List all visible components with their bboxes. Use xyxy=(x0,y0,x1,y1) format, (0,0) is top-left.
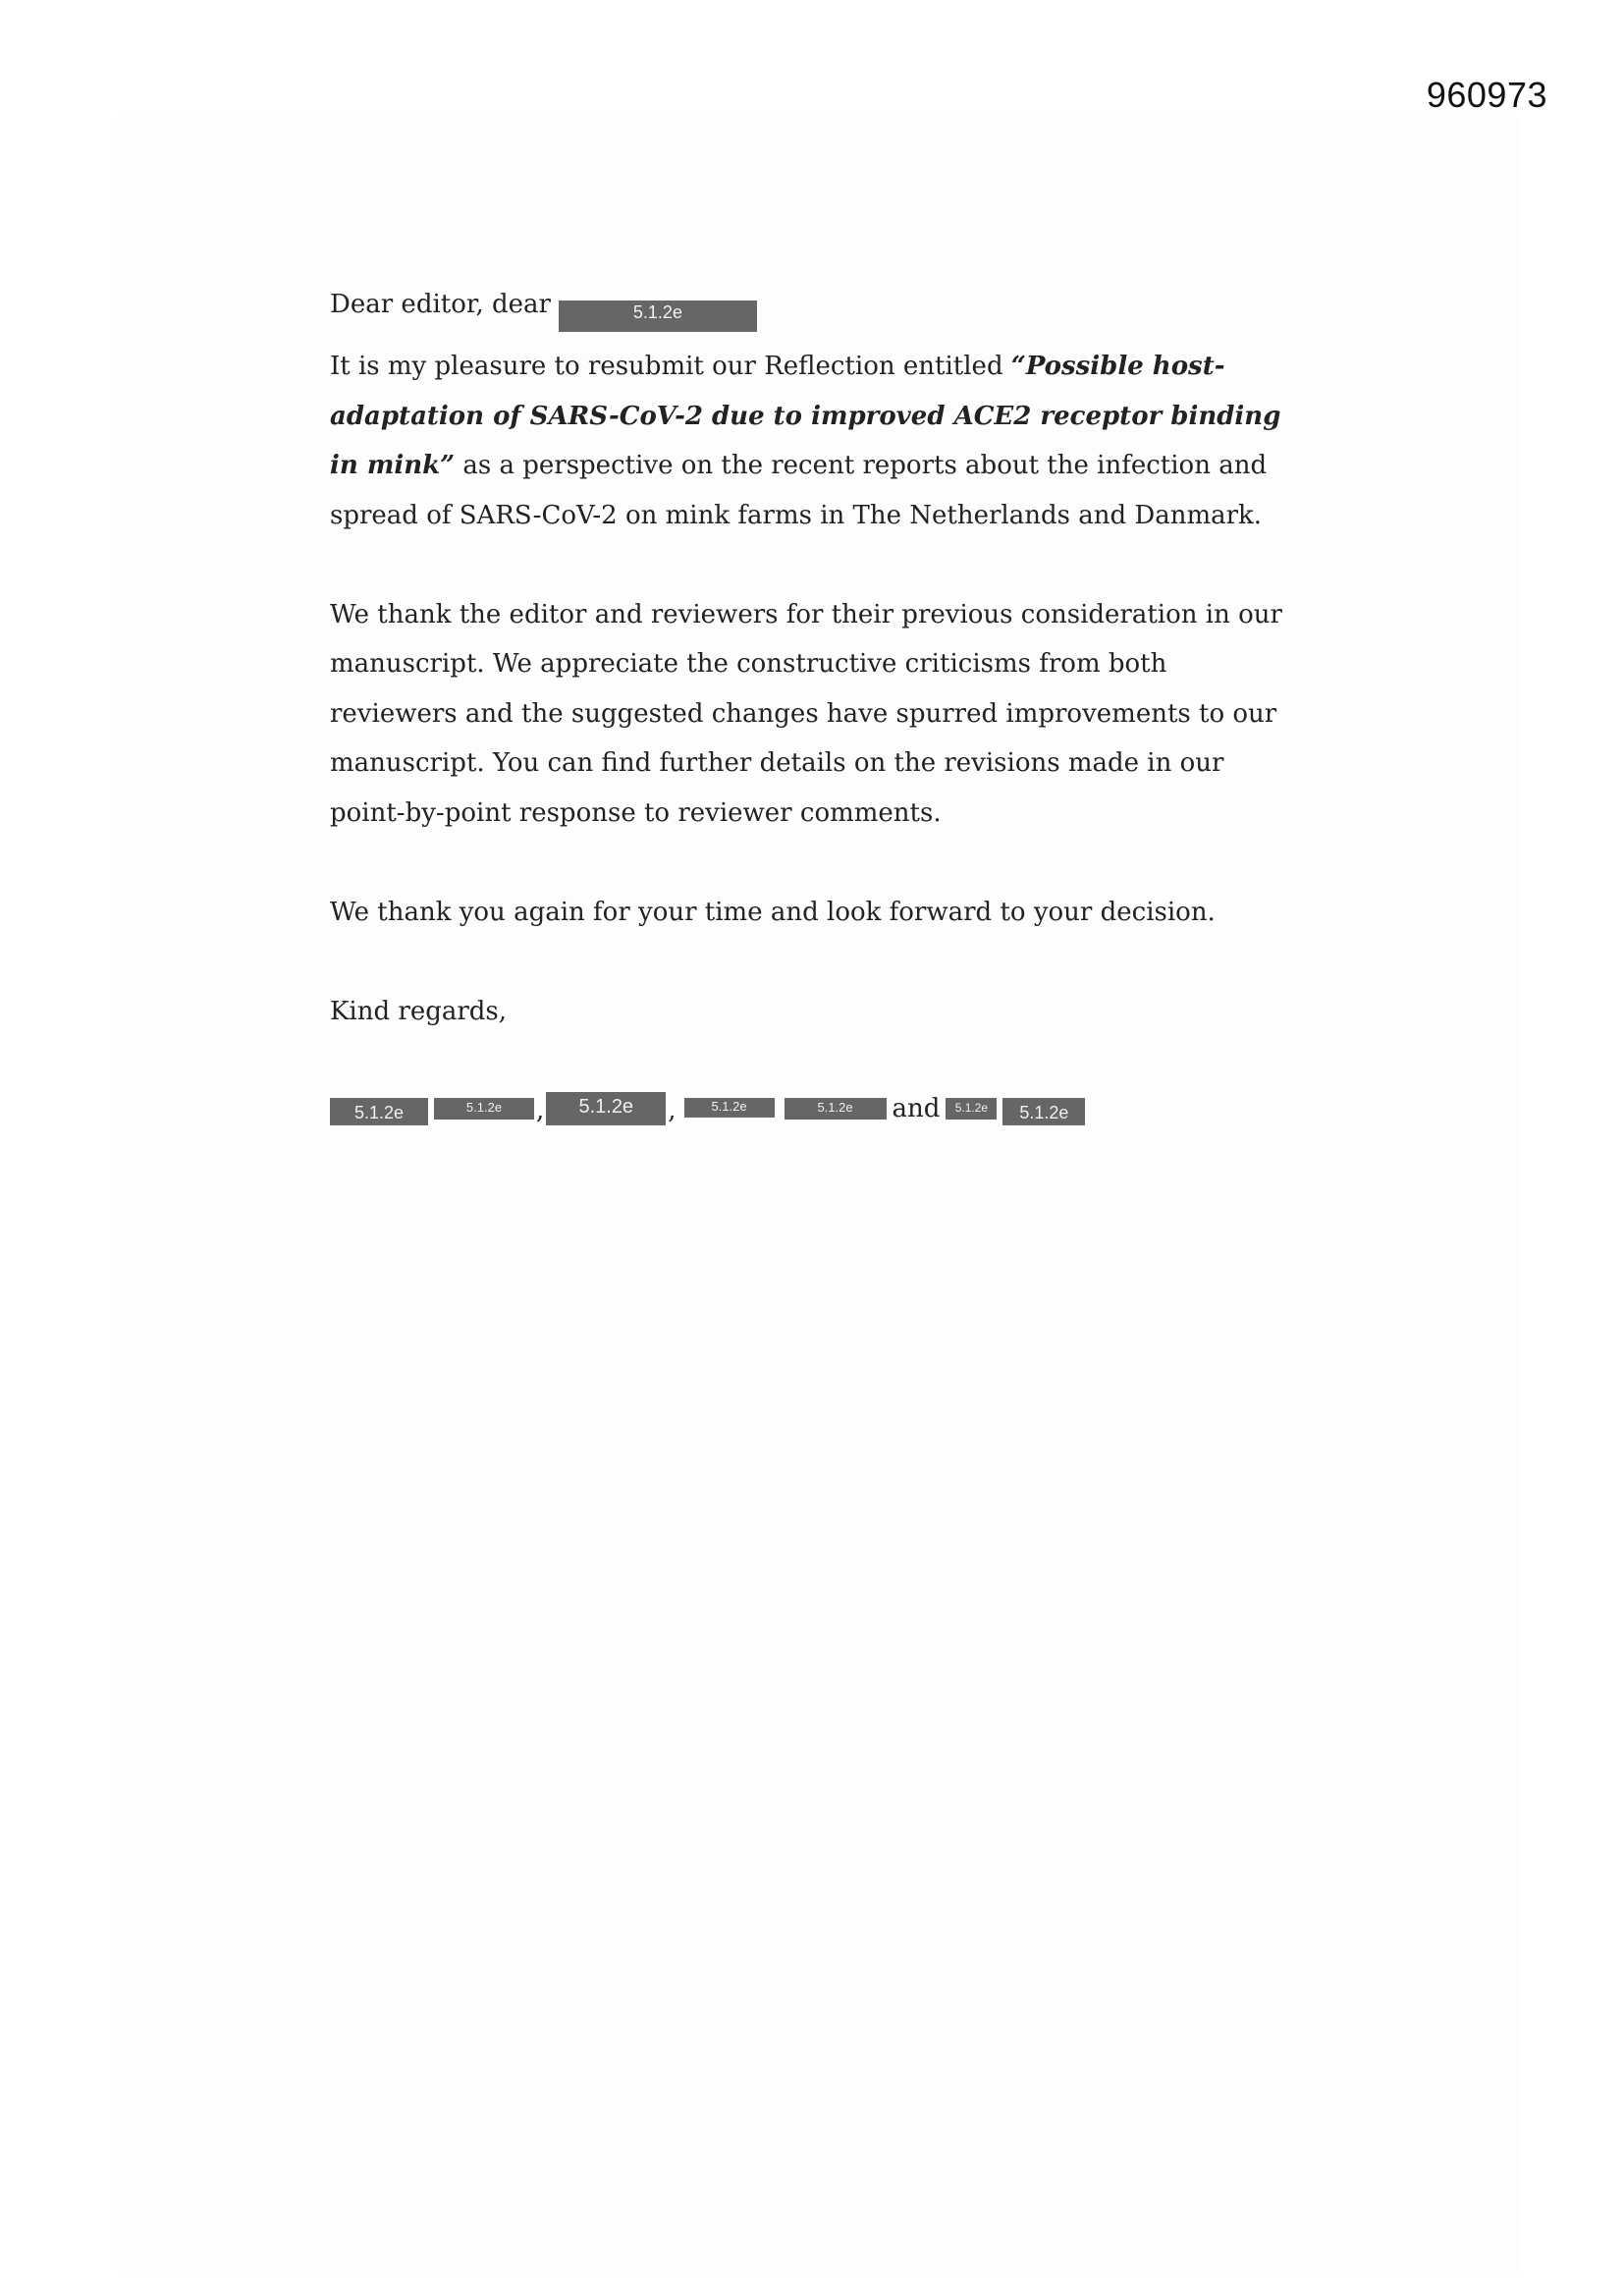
redaction-box: 5.1.2e xyxy=(1002,1098,1085,1125)
closing: Kind regards, xyxy=(330,996,508,1026)
document-number: 960973 xyxy=(1426,75,1547,115)
salutation-text: Dear editor, dear xyxy=(330,290,551,319)
manuscript-title: “Possible host-adaptation of SARS-CoV-2 due to improved ACE2 receptor binding in mink” xyxy=(330,352,1281,480)
paragraph-thanks-time: We thank you again for your time and look forward to your decision. xyxy=(330,897,1216,927)
salutation xyxy=(330,280,1302,332)
redaction-box: 5.1.2e xyxy=(330,1098,428,1125)
redaction-box: 5.1.2e xyxy=(559,301,757,332)
redaction-box: 5.1.2e xyxy=(785,1098,887,1120)
paragraph-resubmission-intro: It is my pleasure to resubmit our Reflection entitled xyxy=(330,352,1011,381)
signature-line xyxy=(330,1086,1302,1125)
redaction-box: 5.1.2e xyxy=(684,1098,775,1118)
paragraph-thanks-reviewers: We thank the editor and reviewers for their previous consideration in our manuscript. We appreciate the constructive criticisms from both reviewers and the suggested changes have spurred improvements to our manuscript. You can find further details on the revisions made in our point-by-point response to reviewer comments. xyxy=(330,599,1282,828)
paragraph-resubmission-end: as a perspective on the recent reports about the infection and spread of SARS-CoV-2 on mink farms in The Netherlands and Danmark. xyxy=(330,451,1268,530)
letter-body xyxy=(330,280,1302,1125)
redaction-box: 5.1.2e xyxy=(434,1098,534,1120)
paragraph-resubmission xyxy=(330,342,1302,540)
comma-separator: , xyxy=(668,1095,677,1125)
and-word: and xyxy=(892,1093,941,1123)
redaction-box: 5.1.2e xyxy=(546,1092,666,1125)
comma-separator: , xyxy=(536,1095,545,1125)
redaction-box: 5.1.2e xyxy=(946,1098,997,1120)
